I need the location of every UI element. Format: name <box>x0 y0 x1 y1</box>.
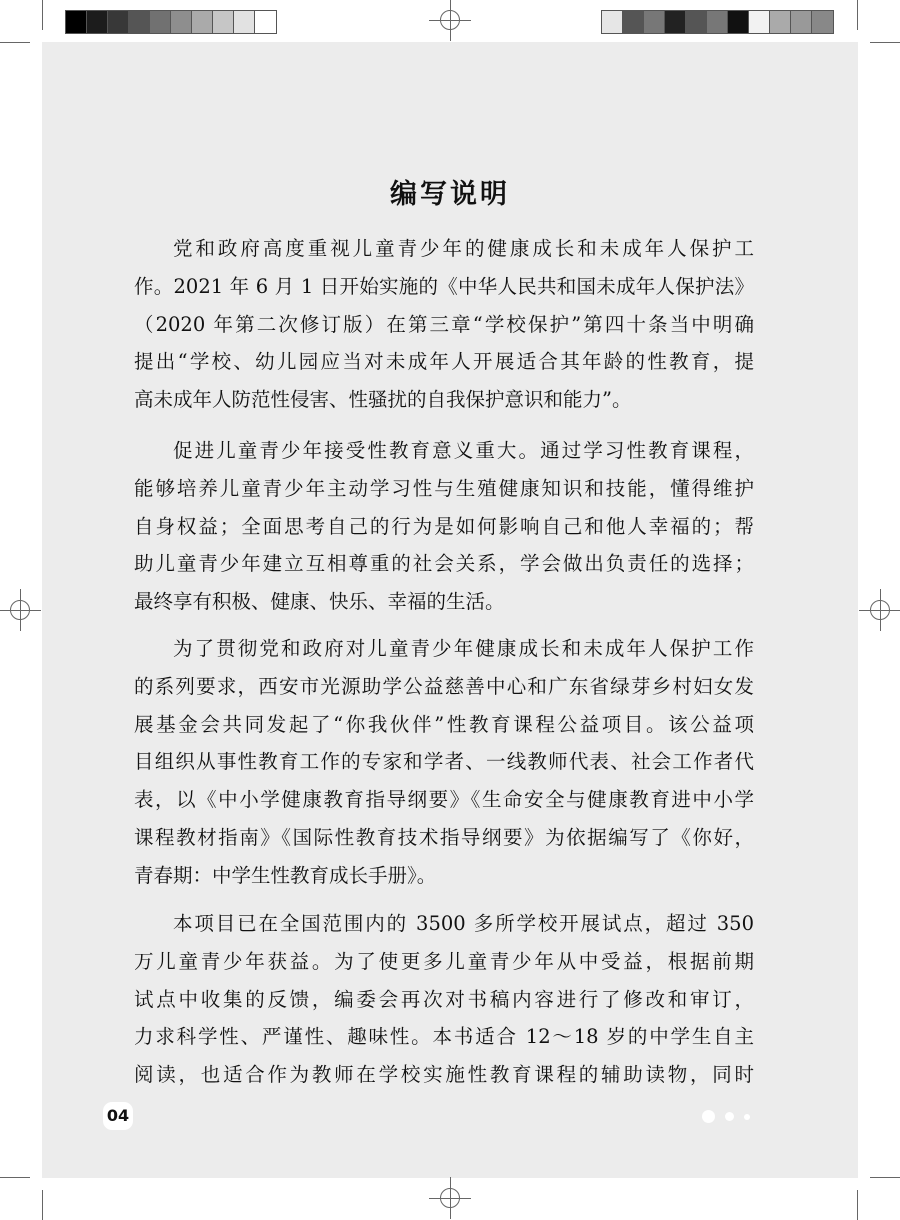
color-swatch <box>812 11 833 33</box>
text-line: 课程教材指南》《国际性教育技术指导纲要》为依据编写了《你好， <box>134 825 754 849</box>
color-swatch <box>66 11 87 33</box>
text-line: 试点中收集的反馈，编委会再次对书稿内容进行了修改和审订， <box>134 987 754 1011</box>
color-calibration-strip-right <box>601 10 834 34</box>
color-swatch <box>108 11 129 33</box>
registration-mark-left <box>10 600 30 620</box>
text-line: 提出“学校、幼儿园应当对未成年人开展适合其年龄的性教育，提 <box>134 350 754 374</box>
text-line: 最终享有积极、健康、快乐、幸福的生活。 <box>134 590 505 614</box>
color-swatch <box>171 11 192 33</box>
color-swatch <box>791 11 812 33</box>
text-line: 高未成年人防范性侵害、性骚扰的自我保护意识和能力”。 <box>134 388 632 412</box>
text-line: 能够培养儿童青少年主动学习性与生殖健康知识和技能，懂得维护 <box>134 476 754 500</box>
text-line: 本项目已在全国范围内的 3500 多所学校开展试点，超过 350 <box>173 912 754 935</box>
color-swatch <box>150 11 171 33</box>
color-swatch <box>234 11 255 33</box>
text-line: 为了贯彻党和政府对儿童青少年健康成长和未成年人保护工作 <box>173 637 754 660</box>
color-swatch <box>129 11 150 33</box>
registration-mark-bottom <box>440 1188 460 1208</box>
text-line: 万儿童青少年获益。为了使更多儿童青少年从中受益，根据前期 <box>134 949 754 973</box>
color-swatch <box>728 11 749 33</box>
color-swatch <box>749 11 770 33</box>
color-swatch <box>770 11 791 33</box>
text-line: （2020 年第二次修订版）在第三章“学校保护”第四十条当中明确 <box>134 312 754 336</box>
text-line: 力求科学性、严谨性、趣味性。本书适合 12～18 岁的中学生自主 <box>134 1025 754 1049</box>
color-swatch <box>213 11 234 33</box>
color-swatch <box>255 11 276 33</box>
color-swatch <box>665 11 686 33</box>
text-line: 阅读，也适合作为教师在学校实施性教育课程的辅助读物，同时 <box>134 1063 754 1087</box>
color-swatch <box>87 11 108 33</box>
page-title: 编写说明 <box>390 179 510 210</box>
paragraph-4 <box>134 905 754 1094</box>
color-swatch <box>623 11 644 33</box>
text-line: 表，以《中小学健康教育指导纲要》《生命安全与健康教育进中小学 <box>134 788 754 812</box>
text-line: 自身权益；全面思考自己的行为是如何影响自己和他人幸福的；帮 <box>134 514 754 538</box>
color-swatch <box>686 11 707 33</box>
page-number: 04 <box>103 1102 133 1130</box>
color-swatch <box>707 11 728 33</box>
text-line: 党和政府高度重视儿童青少年的健康成长和未成年人保护工 <box>173 237 754 260</box>
paragraph-1 <box>134 230 754 419</box>
text-line: 青春期：中学生性教育成长手册》。 <box>134 863 437 887</box>
text-line: 目组织从事性教育工作的专家和学者、一线教师代表、社会工作者代 <box>134 750 754 774</box>
registration-mark-right <box>870 600 890 620</box>
text-line: 的系列要求，西安市光源助学公益慈善中心和广东省绿芽乡村妇女发 <box>134 674 754 698</box>
color-swatch <box>192 11 213 33</box>
text-line: 促进儿童青少年接受性教育意义重大。通过学习性教育课程， <box>173 439 754 462</box>
text-line: 助儿童青少年建立互相尊重的社会关系，学会做出负责任的选择； <box>134 552 754 576</box>
color-swatch <box>602 11 623 33</box>
gray-calibration-strip-left <box>65 10 277 34</box>
text-line: 作。2021 年 6 月 1 日开始实施的《中华人民共和国未成年人保护法》 <box>134 274 754 298</box>
paragraph-3 <box>134 630 754 895</box>
text-line: 展基金会共同发起了“你我伙伴”性教育课程公益项目。该公益项 <box>134 712 754 736</box>
registration-mark-top <box>440 10 460 30</box>
paragraph-2 <box>134 432 754 621</box>
color-swatch <box>644 11 665 33</box>
